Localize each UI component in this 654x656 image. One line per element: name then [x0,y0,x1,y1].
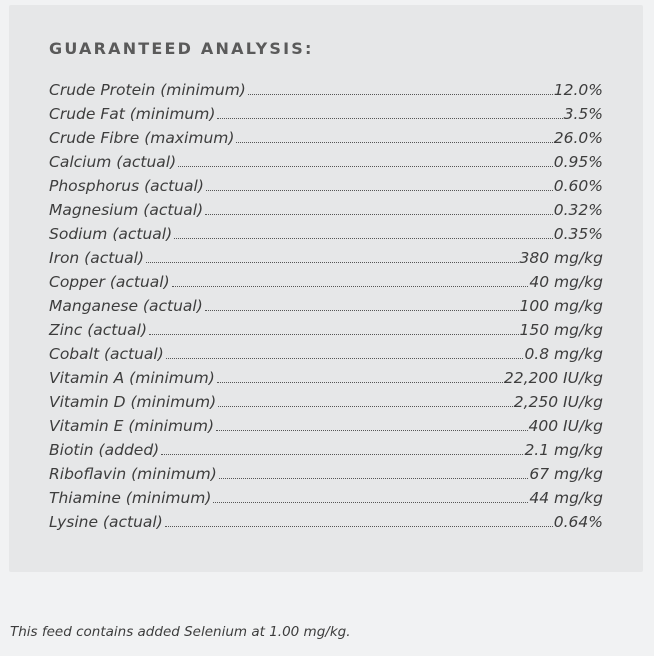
analysis-row [49,105,603,129]
dot-leader [206,189,553,191]
dot-leader [172,285,529,287]
nutrient-value: 0.60% [553,177,603,195]
nutrient-value: 0.32% [553,201,603,219]
dot-leader [149,333,518,335]
nutrient-name: Crude Fibre (maximum) [49,129,235,147]
analysis-row [49,201,603,225]
nutrient-name: Vitamin E (minimum) [49,417,215,435]
section-title: GUARANTEED ANALYSIS: [49,39,314,58]
dot-leader [219,477,529,479]
analysis-row [49,297,603,321]
nutrient-name: Sodium (actual) [49,225,173,243]
nutrient-value: 3.5% [563,105,603,123]
dot-leader [174,237,553,239]
analysis-row [49,153,603,177]
nutrient-value: 100 mg/kg [519,297,603,315]
nutrient-value: 2,250 IU/kg [513,393,603,411]
nutrient-name: Manganese (actual) [49,297,203,315]
nutrient-value: 2.1 mg/kg [524,441,603,459]
nutrient-name: Phosphorus (actual) [49,177,204,195]
analysis-row [49,393,603,417]
nutrient-name: Biotin (added) [49,441,160,459]
nutrient-value: 0.95% [553,153,603,171]
analysis-row [49,249,603,273]
nutrient-value: 0.35% [553,225,603,243]
nutrient-value: 0.64% [553,513,603,531]
nutrient-value: 380 mg/kg [519,249,603,267]
nutrient-value: 150 mg/kg [519,321,603,339]
analysis-row [49,321,603,345]
nutrient-value: 22,200 IU/kg [503,369,603,387]
dot-leader [166,357,524,359]
nutrient-name: Vitamin A (minimum) [49,369,215,387]
nutrient-name: Magnesium (actual) [49,201,204,219]
nutrient-value: 400 IU/kg [528,417,603,435]
analysis-list [49,81,603,537]
nutrient-value: 40 mg/kg [529,273,603,291]
nutrient-name: Thiamine (minimum) [49,489,212,507]
nutrient-name: Riboflavin (minimum) [49,465,217,483]
nutrient-value: 44 mg/kg [529,489,603,507]
guaranteed-analysis-panel [9,5,643,572]
dot-leader [217,117,562,119]
nutrient-name: Crude Fat (minimum) [49,105,216,123]
analysis-row [49,489,603,513]
dot-leader [205,213,553,215]
analysis-row [49,345,603,369]
analysis-row [49,225,603,249]
nutrient-name: Crude Protein (minimum) [49,81,246,99]
analysis-row [49,441,603,465]
nutrient-name: Lysine (actual) [49,513,163,531]
dot-leader [248,93,553,95]
analysis-row [49,513,603,537]
analysis-row [49,465,603,489]
selenium-footnote: This feed contains added Selenium at 1.00 mg/kg. [10,624,351,640]
dot-leader [161,453,523,455]
nutrient-name: Iron (actual) [49,249,144,267]
nutrient-name: Calcium (actual) [49,153,177,171]
dot-leader [236,141,552,143]
dot-leader [218,405,513,407]
dot-leader [146,261,519,263]
nutrient-value: 12.0% [553,81,603,99]
nutrient-name: Zinc (actual) [49,321,148,339]
nutrient-name: Vitamin D (minimum) [49,393,217,411]
dot-leader [178,165,553,167]
nutrient-value: 67 mg/kg [529,465,603,483]
nutrient-name: Copper (actual) [49,273,170,291]
dot-leader [165,525,553,527]
analysis-row [49,417,603,441]
nutrient-value: 26.0% [553,129,603,147]
analysis-row [49,273,603,297]
dot-leader [213,501,528,503]
dot-leader [217,381,503,383]
nutrient-name: Cobalt (actual) [49,345,164,363]
dot-leader [205,309,519,311]
analysis-row [49,369,603,393]
analysis-row [49,81,603,105]
analysis-row [49,177,603,201]
dot-leader [216,429,528,431]
nutrient-value: 0.8 mg/kg [524,345,603,363]
analysis-row [49,129,603,153]
